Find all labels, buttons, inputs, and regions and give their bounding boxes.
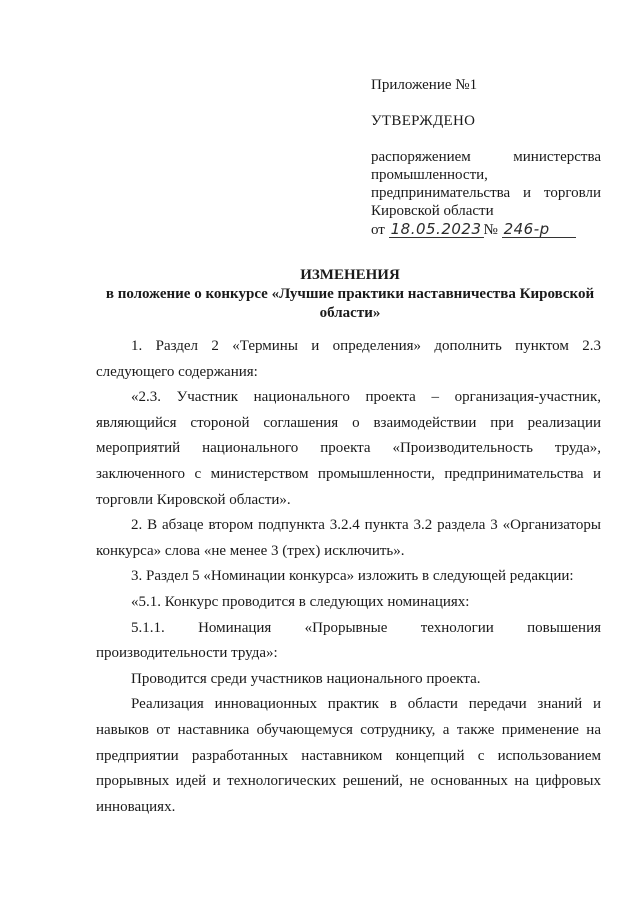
paragraph-8: Реализация инновационных практик в области передачи знаний и навыков от наставника обучающемуся сотруднику, а также применение на предприятии разработанных наставником концепций с использованием прорывных идей и технологических решений, не основанных на цифровых инновациях. <box>96 696 601 815</box>
authority-line-2: промышленности, <box>371 167 488 183</box>
authority-line-1: распоряжением министерства <box>371 149 601 165</box>
order-date-number <box>371 221 611 239</box>
number-sign: № <box>483 222 498 238</box>
paragraph-7: Проводится среди участников национального проекта. <box>131 670 481 687</box>
paragraph-2: «2.3. Участник национального проекта – организация-участник, являющийся стороной соглашения о взаимодействии при реализации мероприятий национального проекта «Производительность труда», заключенного с министерством промышленности, предпринимательства и торговли Кировской области». <box>96 389 601 508</box>
order-date: 18.05.2023 <box>390 220 482 238</box>
document-title <box>95 266 605 323</box>
appendix-label: Приложение №1 <box>371 77 478 93</box>
approving-authority <box>371 148 601 220</box>
paragraph-4: 3. Раздел 5 «Номинации конкурса» изложить в следующей редакции: <box>131 568 574 585</box>
approved-label: УТВЕРЖДЕНО <box>371 113 476 129</box>
title-main: ИЗМЕНЕНИЯ <box>300 267 400 283</box>
date-prefix: от <box>371 222 385 238</box>
order-number: 246-р <box>502 221 576 238</box>
paragraph-3: 2. В абзаце втором подпункта 3.2.4 пункта 3.2 раздела 3 «Организаторы конкурса» слова «не менее 3 (трех) исключить». <box>96 517 601 559</box>
paragraph-6: 5.1.1. Номинация «Прорывные технологии повышения производительности труда»: <box>96 619 601 662</box>
authority-line-4: Кировской области <box>371 203 494 219</box>
authority-line-3: предпринимательства и торговли <box>371 185 601 201</box>
paragraph-5: «5.1. Конкурс проводится в следующих номинациях: <box>131 593 470 610</box>
paragraph-1: 1. Раздел 2 «Термины и определения» дополнить пунктом 2.3 следующего содержания: <box>96 338 601 380</box>
title-subtitle: в положение о конкурсе «Лучшие практики наставничества Кировской области» <box>105 286 595 321</box>
document-body <box>96 334 601 820</box>
